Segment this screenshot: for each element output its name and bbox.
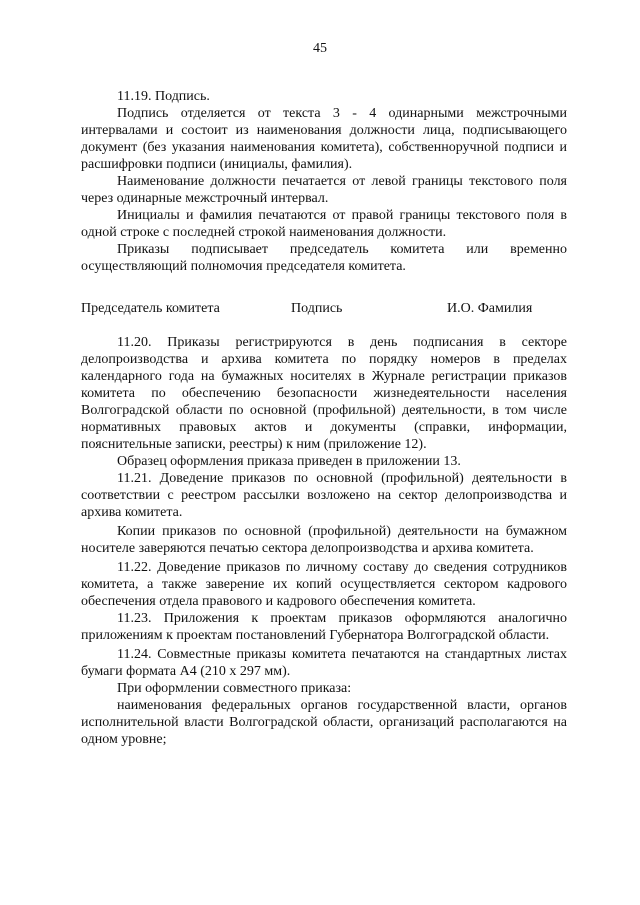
paragraph-who-signs: Приказы подписывает председатель комитета или временно осуществляющий полномочия председателя комитета. — [81, 242, 567, 274]
paragraph-11-20: 11.20. Приказы регистрируются в день подписания в секторе делопроизводства и архива комитета по порядку номеров в пределах календарного года на бумажных носителях в Журнале регистрации приказов комитета по обеспечению безопасности жизнедеятельности населения Волгоградской области по основной (профильной) деятельности, в том числе нормативных правовых актов и документы (справки, информации, пояснительные записки, реестры) к ним (приложение 12). — [81, 335, 567, 452]
signature-example-signature: Подпись — [291, 301, 343, 316]
paragraph-11-21: 11.21. Доведение приказов по основной (профильной) деятельности в соответствии с реестром рассылки возложено на сектор делопроизводства и архива комитета. — [81, 471, 567, 520]
paragraph-joint-order-intro: При оформлении совместного приказа: — [117, 681, 352, 696]
paragraph-sample-reference: Образец оформления приказа приведен в приложении 13. — [117, 454, 461, 469]
signature-example-title: Председатель комитета — [81, 301, 220, 316]
paragraph-11-22: 11.22. Доведение приказов по личному составу до сведения сотрудников комитета, а также заверение их копий осуществляется сектором кадрового обеспечения отдела правового и кадрового обеспечения комитета. — [81, 560, 567, 609]
document-body — [81, 88, 567, 748]
paragraph-joint-order-names: наименования федеральных органов государственной власти, органов исполнительной власти Волгоградской области, организаций располагаются на одном уровне; — [81, 698, 567, 747]
paragraph-11-23: 11.23. Приложения к проектам приказов оформляются аналогично приложениям к проектам постановлений Губернатора Волгоградской области. — [81, 611, 567, 643]
paragraph-initials-position: Инициалы и фамилия печатаются от правой границы текстового поля в одной строке с последней строкой наименования должности. — [81, 208, 567, 240]
paragraph-title-position: Наименование должности печатается от левой границы текстового поля через одинарные межстрочный интервал. — [81, 174, 567, 206]
signature-example — [81, 300, 567, 317]
page-number: 45 — [313, 41, 327, 56]
paragraph-11-24: 11.24. Совместные приказы комитета печатаются на стандартных листах бумаги формата А4 (210 х 297 мм). — [81, 647, 567, 679]
signature-example-name: И.О. Фамилия — [447, 301, 533, 316]
section-heading-11-19: 11.19. Подпись. — [117, 89, 210, 104]
paragraph-signature-rule: Подпись отделяется от текста 3 - 4 одинарными межстрочными интервалами и состоит из наименования должности лица, подписывающего документ (без указания наименования комитета), собственноручной подписи и расшифровки подписи (инициалы, фамилия). — [81, 106, 567, 172]
paragraph-copies-certification: Копии приказов по основной (профильной) деятельности на бумажном носителе заверяются печатью сектора делопроизводства и архива комитета. — [81, 524, 567, 556]
